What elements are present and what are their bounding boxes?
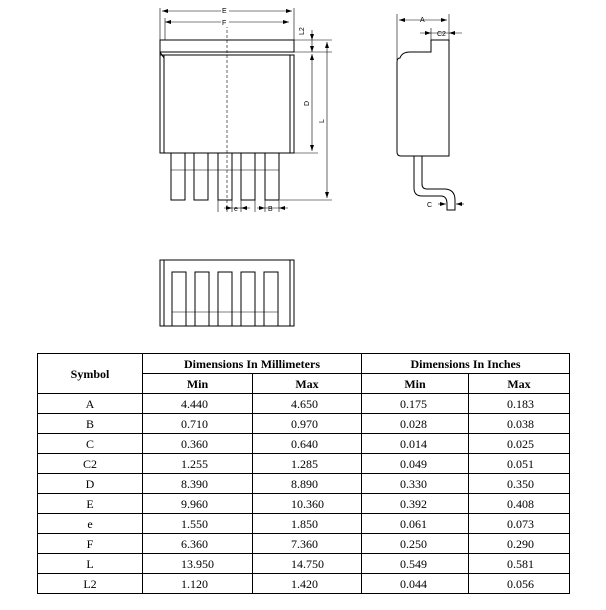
mm-min-cell: 13.950: [143, 554, 253, 574]
in-min-cell: 0.549: [362, 554, 469, 574]
symbol-cell: F: [38, 534, 143, 554]
lead-2: [194, 153, 208, 200]
in-min-cell: 0.175: [362, 394, 469, 414]
lead-5: [265, 153, 279, 200]
table-row: [38, 414, 570, 434]
table-row: [38, 394, 570, 414]
in-min-cell: 0.044: [362, 574, 469, 594]
in-min-cell: 0.049: [362, 454, 469, 474]
mm-max-header: Max: [253, 374, 362, 394]
in-min-header: Min: [362, 374, 469, 394]
in-max-cell: 0.183: [469, 394, 570, 414]
label-D: D: [304, 100, 311, 106]
table-row: [38, 454, 570, 474]
symbol-cell: D: [38, 474, 143, 494]
mm-min-cell: 0.710: [143, 414, 253, 434]
mm-max-cell: 7.360: [253, 534, 362, 554]
in-max-cell: 0.051: [469, 454, 570, 474]
mm-min-cell: 0.360: [143, 434, 253, 454]
table-row: [38, 554, 570, 574]
mm-min-cell: 4.440: [143, 394, 253, 414]
mm-max-cell: 14.750: [253, 554, 362, 574]
package-body: [160, 52, 164, 153]
in-max-cell: 0.290: [469, 534, 570, 554]
bottom-lead-4: [241, 272, 255, 326]
symbol-cell: C2: [38, 454, 143, 474]
in-max-cell: 0.056: [469, 574, 570, 594]
label-e: e: [234, 206, 238, 213]
in-max-cell: 0.073: [469, 514, 570, 534]
label-L2: L2: [299, 27, 306, 35]
dimension-rows: [38, 394, 570, 594]
in-max-header: Max: [469, 374, 570, 394]
side-view-body: [397, 40, 449, 156]
bottom-lead-5: [264, 272, 278, 326]
lead-4: [241, 153, 255, 200]
label-E: E: [222, 8, 227, 15]
mm-min-cell: 8.390: [143, 474, 253, 494]
side-view-lead: [414, 156, 455, 210]
table-row: [38, 534, 570, 554]
label-A: A: [420, 17, 425, 24]
symbol-cell: L2: [38, 574, 143, 594]
in-min-cell: 0.250: [362, 534, 469, 554]
mm-max-cell: 0.640: [253, 434, 362, 454]
in-min-cell: 0.330: [362, 474, 469, 494]
dimensions-table: [37, 353, 570, 594]
mm-max-cell: 4.650: [253, 394, 362, 414]
symbol-cell: L: [38, 554, 143, 574]
inch-header: Dimensions In Inches: [362, 354, 570, 374]
mm-max-cell: 1.850: [253, 514, 362, 534]
in-min-cell: 0.061: [362, 514, 469, 534]
label-C2: C2: [437, 31, 446, 38]
label-B: B: [268, 206, 273, 213]
symbol-cell: C: [38, 434, 143, 454]
package-body-main: [160, 55, 294, 153]
lead-1: [171, 153, 185, 200]
in-max-cell: 0.025: [469, 434, 570, 454]
mm-header: Dimensions In Millimeters: [143, 354, 362, 374]
symbol-cell: e: [38, 514, 143, 534]
mm-min-cell: 1.120: [143, 574, 253, 594]
mm-min-cell: 9.960: [143, 494, 253, 514]
table-row: [38, 574, 570, 594]
mm-max-cell: 10.360: [253, 494, 362, 514]
table-row: [38, 494, 570, 514]
mm-max-cell: 1.285: [253, 454, 362, 474]
in-max-cell: 0.350: [469, 474, 570, 494]
bottom-view-body: [160, 260, 294, 326]
bottom-lead-3: [218, 272, 232, 326]
in-max-cell: 0.408: [469, 494, 570, 514]
symbol-cell: B: [38, 414, 143, 434]
label-F: F: [222, 20, 227, 27]
in-min-cell: 0.392: [362, 494, 469, 514]
lead-3: [218, 153, 232, 200]
in-max-cell: 0.581: [469, 554, 570, 574]
symbol-cell: E: [38, 494, 143, 514]
in-min-cell: 0.028: [362, 414, 469, 434]
label-L: L: [319, 119, 326, 123]
symbol-cell: A: [38, 394, 143, 414]
bottom-lead-1: [172, 272, 186, 326]
symbol-header: Symbol: [38, 354, 143, 394]
table-row: [38, 514, 570, 534]
mm-min-header: Min: [143, 374, 253, 394]
mm-min-cell: 1.550: [143, 514, 253, 534]
table-row: [38, 474, 570, 494]
table-row: [38, 434, 570, 454]
mm-max-cell: 0.970: [253, 414, 362, 434]
mm-min-cell: 6.360: [143, 534, 253, 554]
in-min-cell: 0.014: [362, 434, 469, 454]
mm-min-cell: 1.255: [143, 454, 253, 474]
label-C: C: [427, 202, 433, 209]
mm-max-cell: 1.420: [253, 574, 362, 594]
bottom-lead-2: [195, 272, 209, 326]
mm-max-cell: 8.890: [253, 474, 362, 494]
in-max-cell: 0.038: [469, 414, 570, 434]
